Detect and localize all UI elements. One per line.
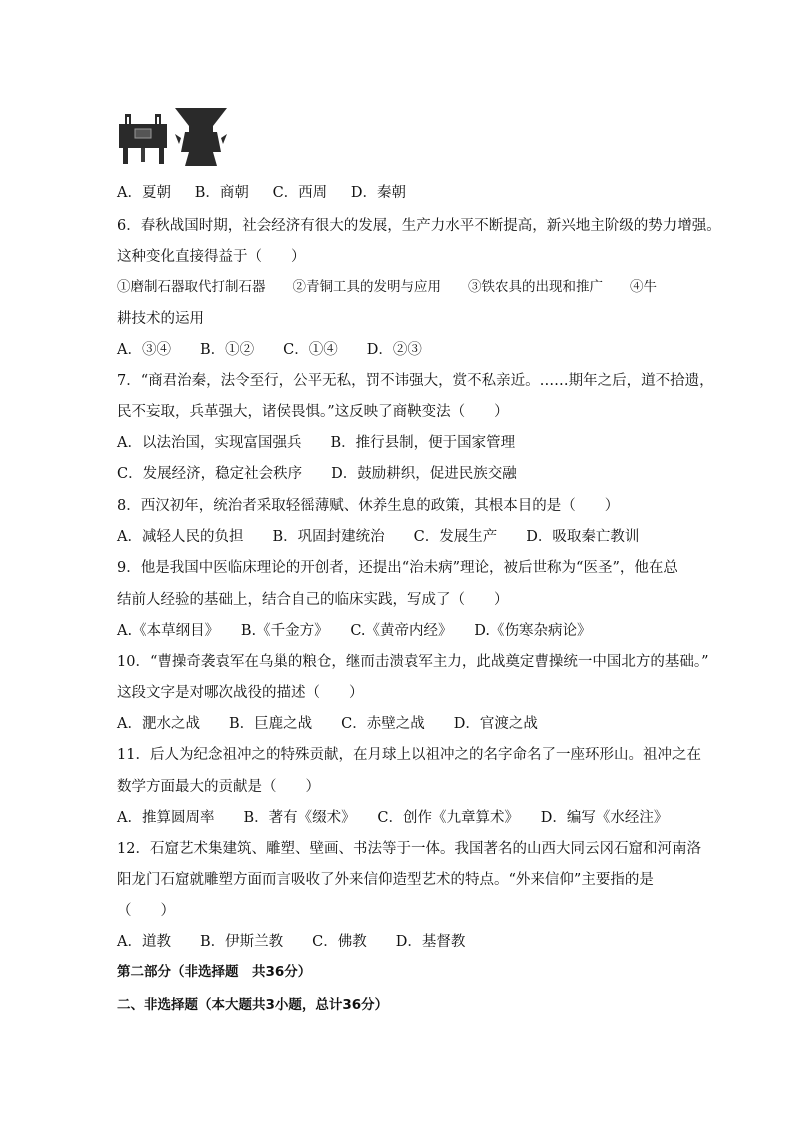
bronze-vessels-illustration (117, 104, 229, 168)
q11-stem-line2: 数学方面最大的贡献是（ ） (117, 779, 320, 795)
q7-stem-line1: 7．“商君治秦，法令至行，公平无私，罚不讳强大，赏不私亲近。……期年之后，道不拾遗， (117, 373, 714, 389)
bronze-ding-icon (119, 114, 167, 164)
q7-options-line2: C．发展经济，稳定社会秩序 D．鼓励耕织，促进民族交融 (117, 466, 517, 482)
bronze-zun-icon (175, 108, 227, 166)
q12-stem-line2: 阳龙门石窟就雕塑方面而言吸收了外来信仰造型艺术的特点。“外来信仰”主要指的是 (117, 872, 654, 888)
q12-stem-line1: 12．石窟艺术集建筑、雕塑、壁画、书法等于一体。我国著名的山西大同云冈石窟和河南洛 (117, 841, 701, 857)
q11-options: A．推算圆周率 B．著有《缀术》 C．创作《九章算术》 D．编写《水经注》 (117, 810, 669, 826)
q12-options: A．道教 B．伊斯兰教 C．佛教 D．基督教 (117, 934, 466, 950)
q12-stem-line3: （ ） (117, 903, 175, 919)
q6-items-line2: 耕技术的运用 (117, 311, 204, 327)
q9-stem-line1: 9．他是我国中医临床理论的开创者，还提出“治未病”理论，被后世称为“医圣”，他在总 (117, 560, 678, 576)
q9-options: A.《本草纲目》 B.《千金方》 C.《黄帝内经》 D.《伤寒杂病论》 (117, 623, 592, 639)
q10-stem-line1: 10．“曹操奇袭袁军在乌巢的粮仓，继而击溃袁军主力，此战奠定曹操统一中国北方的基础。” (117, 654, 709, 670)
q6-stem-line1: 6．春秋战国时期，社会经济有很大的发展，生产力水平不断提高，新兴地主阶级的势力增强。 (117, 218, 721, 234)
q8-stem: 8．西汉初年，统治者采取轻徭薄赋、休养生息的政策，其根本目的是（ ） (117, 498, 620, 514)
q6-stem-line2: 这种变化直接得益于（ ） (117, 249, 306, 265)
q8-options: A．减轻人民的负担 B．巩固封建统治 C．发展生产 D．吸取秦亡教训 (117, 529, 640, 545)
part2-title: 第二部分（非选择题 共36分） (117, 964, 312, 980)
q7-stem-line2: 民不妄取，兵革强大，诸侯畏惧。”这反映了商鞅变法（ ） (117, 404, 509, 420)
q9-stem-line2: 结前人经验的基础上，结合自己的临床实践，写成了（ ） (117, 592, 509, 608)
q6-items-line1: ①磨制石器取代打制石器 ②青铜工具的发明与应用 ③铁农具的出现和推广 ④牛 (117, 279, 657, 295)
bronze-vessels-image (117, 104, 229, 168)
q7-options-line1: A．以法治国，实现富国强兵 B．推行县制，便于国家管理 (117, 435, 516, 451)
q5-options: A．夏朝 B．商朝 C．西周 D．秦朝 (117, 185, 407, 201)
q6-options: A．③④ B．①② C．①④ D．②③ (117, 342, 422, 358)
section2-title: 二、非选择题（本大题共3小题，总计36分） (117, 997, 389, 1013)
q10-stem-line2: 这段文字是对哪次战役的描述（ ） (117, 685, 364, 701)
q10-options: A．淝水之战 B．巨鹿之战 C．赤壁之战 D．官渡之战 (117, 716, 538, 732)
q11-stem-line1: 11．后人为纪念祖冲之的特殊贡献，在月球上以祖冲之的名字命名了一座环形山。祖冲之在 (117, 747, 701, 763)
